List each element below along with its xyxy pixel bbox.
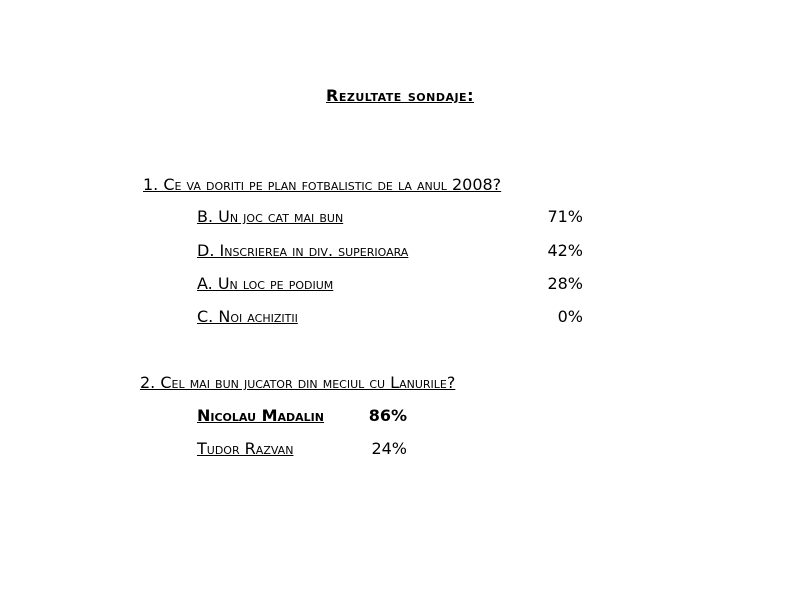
question-2: 2. Cel mai bun jucator din meciul cu Lanurile? bbox=[140, 373, 456, 392]
question-1: 1. Ce va doriti pe plan fotbalistic de la anul 2008? bbox=[143, 175, 502, 194]
player-percent: 86% bbox=[368, 406, 407, 425]
answer-percent: 71% bbox=[547, 207, 583, 226]
player-name: Nicolau Madalin bbox=[197, 406, 324, 425]
answer-percent: 28% bbox=[547, 274, 583, 293]
answer-label: B. Un joc cat mai bun bbox=[197, 207, 344, 226]
answer-label: A. Un loc pe podium bbox=[197, 274, 334, 293]
answer-percent: 42% bbox=[547, 241, 583, 260]
answer-percent: 0% bbox=[557, 307, 583, 326]
player-percent: 24% bbox=[371, 439, 407, 458]
answer-label: C. Noi achizitii bbox=[197, 307, 298, 326]
page-title: Rezultate sondaje: bbox=[326, 86, 474, 105]
answer-label: D. Inscrierea in div. superioara bbox=[197, 241, 409, 260]
player-name: Tudor Razvan bbox=[197, 439, 294, 458]
